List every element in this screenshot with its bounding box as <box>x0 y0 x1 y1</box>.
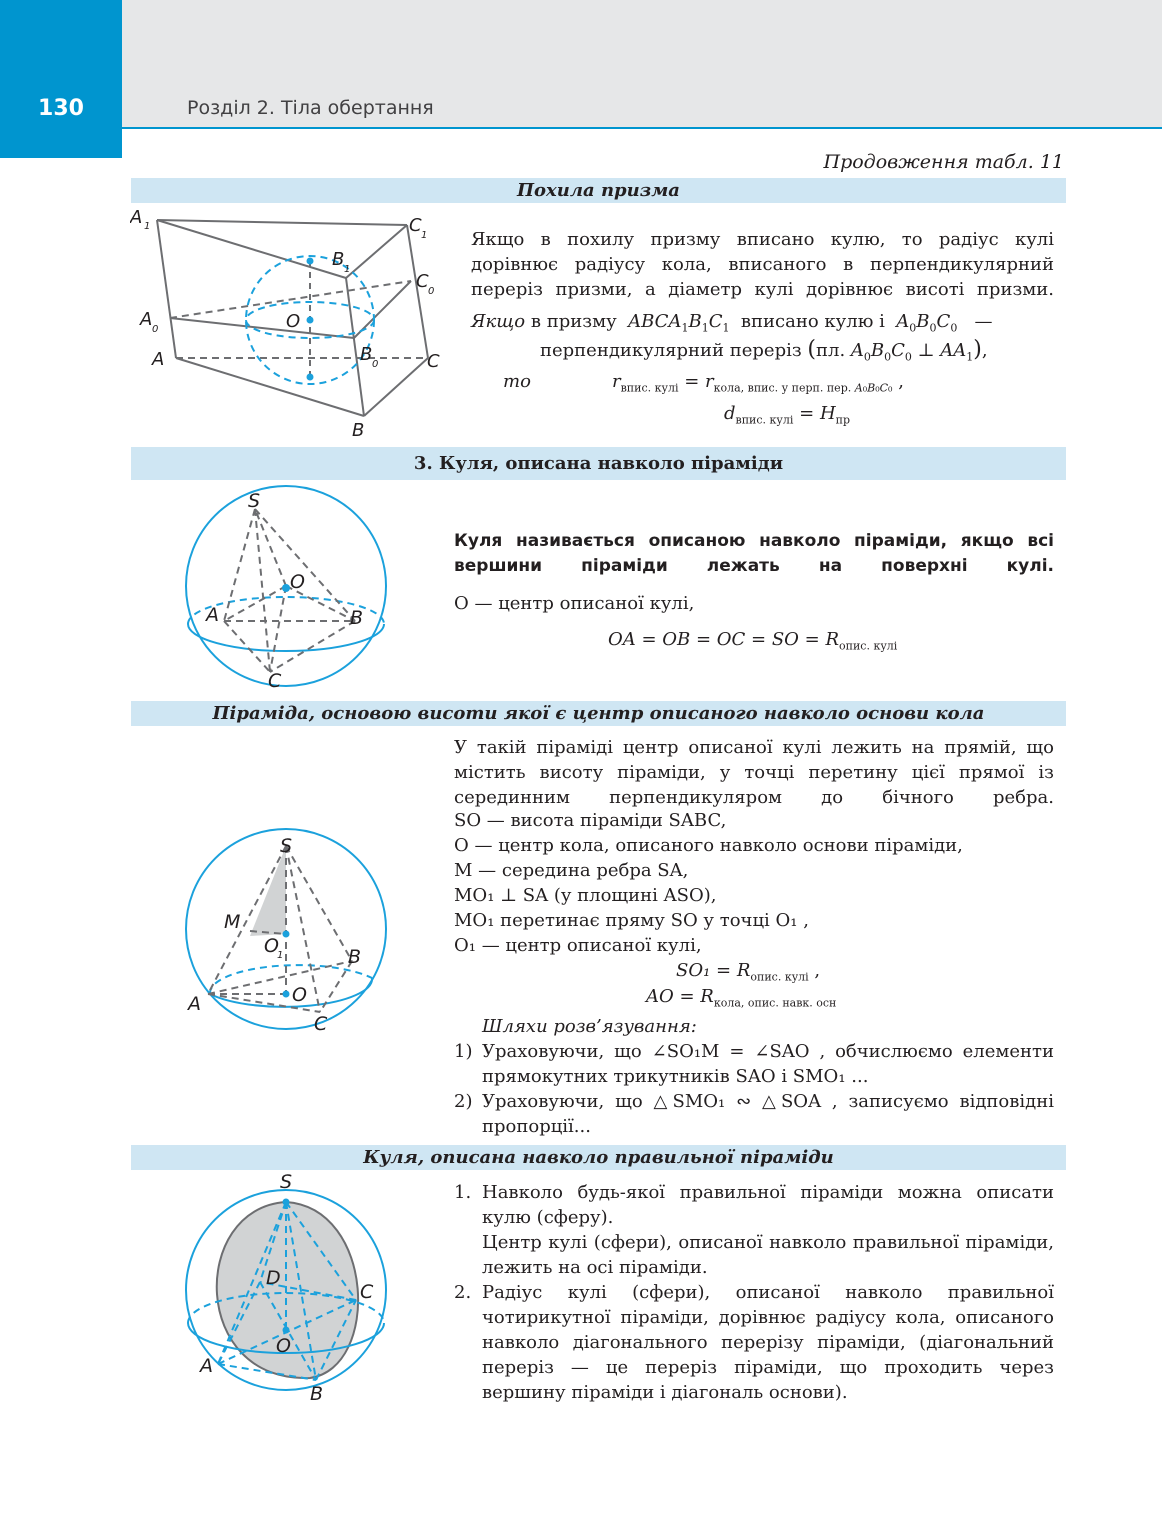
label-A1: A <box>130 207 143 228</box>
label-B: B <box>348 946 362 968</box>
label-O1: O <box>264 935 279 957</box>
regular-item-1b: Центр кулі (сфери), описаної навколо правильної піраміди, лежить на осі піраміди. <box>482 1232 1054 1278</box>
regular-item-2: 2. Радіус кулі (сфери), описаної навколо правильної чотирикутної піраміди, дорівнює радіусу кола, описаного навколо діагонального перерізу піраміди, (діагональний переріз — це переріз піраміди, що проходить через вершину піраміди і діагональ основи). <box>454 1282 1054 1403</box>
label-O: O <box>276 1335 291 1357</box>
svg-text:0: 0 <box>372 359 379 370</box>
pyramid-height-figure <box>180 826 400 1041</box>
prism-perp-line: перпендикулярний переріз (пл. $A_0B_0C_0$ ⊥ $AA_1$), <box>540 337 988 364</box>
line-o1-center: O₁ — центр описаної кулі, <box>454 935 702 956</box>
formula-so1: $SO_1 = R_{опис. кулі}$ , <box>676 960 821 984</box>
label-S: S <box>280 835 293 857</box>
label-A: A <box>200 1355 213 1377</box>
label-B: B <box>350 607 364 629</box>
svg-text:1: 1 <box>421 230 428 241</box>
solution-item-1: 1) Ураховуючи, що ∠SO₁M = ∠SAO , обчислюємо елементи прямокутних трикутників SAO і SMO₁ ... <box>454 1041 1054 1087</box>
sphere-pyramid-figure <box>180 484 400 694</box>
label-O: O <box>292 984 307 1006</box>
svg-text:1: 1 <box>144 221 151 232</box>
label-B: B <box>352 420 365 441</box>
label-C: C <box>268 670 282 692</box>
section-band-sphere-around-pyramid: 3. Куля, описана навколо піраміди <box>131 447 1066 480</box>
svg-text:0: 0 <box>152 324 159 335</box>
chapter-title: Розділ 2. Тіла обертання <box>187 97 434 119</box>
label-S: S <box>248 490 261 512</box>
section-band-regular-pyramid: Куля, описана навколо правильної піраміди <box>131 1145 1066 1170</box>
label-S: S <box>280 1171 293 1193</box>
sphere-definition: Куля називається описаною навколо піраміди, якщо всі вершини піраміди лежать на поверхні кулі. <box>454 531 1054 576</box>
section-band-pyramid-height-center: Піраміда, основою висоти якої є центр описаного навколо основи кола <box>131 701 1066 726</box>
solution-item-2: 2) Ураховуючи, що △SMO₁ ∾ △SOA , записуємо відповідні пропорції... <box>454 1091 1054 1137</box>
inclined-prism-figure <box>130 205 460 445</box>
sphere-formula: OA = OB = OC = SO = $R_{опис. кулі}$ <box>608 629 898 653</box>
line-o-center: O — центр кола, описаного навколо основи піраміди, <box>454 835 963 856</box>
label-O: O <box>290 571 305 593</box>
line-so-height: SO — висота піраміди SABC, <box>454 810 727 831</box>
label-B0: B <box>360 344 373 365</box>
prism-if-line: Якщо в призму $ABCA_1B_1C_1$ вписано кулю і $A_0B_0C_0$ — <box>471 311 993 335</box>
line-m-midpoint: M — середина ребра SA, <box>454 860 689 881</box>
sphere-center-line: O — центр описаної кулі, <box>454 593 695 614</box>
label-C: C <box>427 351 440 372</box>
label-C: C <box>314 1013 328 1035</box>
label-A: A <box>206 604 219 626</box>
page-number: 130 <box>38 96 84 121</box>
label-B: B <box>310 1383 324 1403</box>
prism-formula-d: $d_{впис. кулі} = H_{пр}$ <box>724 403 851 427</box>
solution-ways-label: Шляхи розв’язування: <box>482 1016 697 1037</box>
section-band-inclined-prism: Похила призма <box>131 178 1066 203</box>
label-O: O <box>286 311 301 332</box>
formula-ao: AO = $R_{кола, опис. навк. осн}$ <box>646 986 837 1010</box>
svg-text:0: 0 <box>428 286 435 297</box>
label-A: A <box>152 349 165 370</box>
prism-formula-r: $r_{впис. кулі} = r_{кола, впис. у перп. пер. A_0B_0C_0}$ , <box>612 371 904 395</box>
prism-paragraph: Якщо в похилу призму вписано кулю, то радіус кулі дорівнює радіусу кола, вписаного в перпендикулярний переріз призми, а діаметр кулі дорівнює висоті призми. <box>471 229 1054 300</box>
header-divider <box>122 127 1162 129</box>
svg-text:1: 1 <box>344 264 351 275</box>
prism-then-word: то <box>503 371 531 392</box>
svg-text:1: 1 <box>277 950 284 961</box>
continued-label: Продовження табл. 11 <box>823 151 1064 173</box>
label-D: D <box>266 1267 281 1289</box>
pyramid-height-paragraph: У такій піраміді центр описаної кулі лежить на прямій, що містить висоту піраміди, у точці перетину цієї прямої із серединним перпендикуляром до бічного ребра. <box>454 737 1054 808</box>
page-header <box>0 0 1162 128</box>
label-A0: A <box>140 309 153 330</box>
regular-item-1: 1. Навколо будь-якої правильної піраміди можна описати кулю (сферу). <box>454 1182 1054 1228</box>
line-mo1-perp: MO₁ ⊥ SA (у площині ASO), <box>454 885 717 906</box>
label-B1: B <box>332 249 345 270</box>
label-C1: C <box>409 215 422 236</box>
label-M: M <box>224 911 241 933</box>
label-C0: C <box>416 271 429 292</box>
page-number-box <box>0 0 122 158</box>
regular-pyramid-figure <box>180 1168 400 1403</box>
line-mo1-intersects: MO₁ перетинає пряму SO у точці O₁ , <box>454 910 809 931</box>
label-C: C <box>360 1281 374 1303</box>
label-A: A <box>188 993 201 1015</box>
